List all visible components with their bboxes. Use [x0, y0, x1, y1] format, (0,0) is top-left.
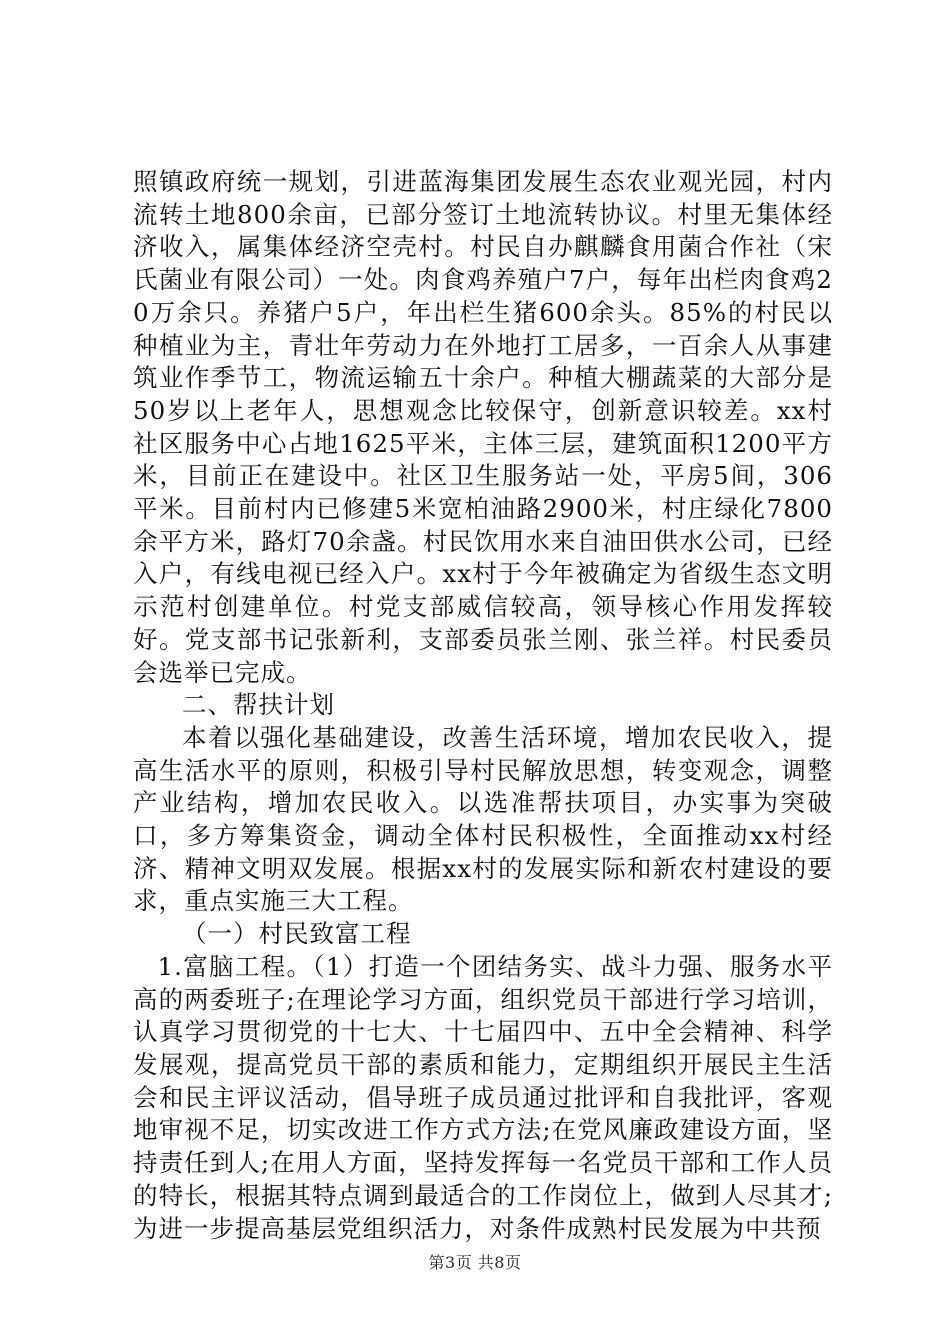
paragraph-village-overview: 照镇政府统一规划，引进蓝海集团发展生态农业观光园，村内流转土地800余亩，已部分签订土地流转协议。村里无集体经济收入，属集体经济空壳村。村民自办麒麟食用菌合作社（宋氏菌业有限公司）一处。肉食鸡养殖户7户，每年出栏肉食鸡20万余只。养猪户5户，年出栏生猪600余头。85%的村民以种植业为主，青壮年劳动力在外地打工居多，一百余人从事建筑业作季节工，物流运输五十余户。种植大棚蔬菜的大部分是50岁以上老年人，思想观念比较保守，创新意识较差。xx村社区服务中心占地1625平米，主体三层，建筑面积1200平方米，目前正在建设中。社区卫生服务站一处，平房5间，306平米。目前村内已修建5米宽柏油路2900米，村庄绿化7800余平方米，路灯70余盏。村民饮用水来自油田供水公司，已经入户，有线电视已经入户。xx村于今年被确定为省级生态文明示范村创建单位。村党支部威信较高，领导核心作用发挥较好。党支部书记张新利，支部委员张兰刚、张兰祥。村民委员会选举已完成。 — [133, 167, 833, 687]
subsection-heading-villager-prosperity: （一）村民致富工程 — [182, 919, 412, 949]
document-body — [133, 166, 833, 1245]
page-footer: 第3页 共8页 — [428, 1253, 522, 1272]
paragraph-plan-principles: 本着以强化基础建设，改善生活环境，增加农民收入，提高生活水平的原则，积极引导村民解放思想，转变观念，调整产业结构，增加农民收入。以选准帮扶项目，办实事为突破口，多方筹集资金，调动全体村民积极性，全面推动xx村经济、精神文明双发展。根据xx村的发展实际和新农村建设的要求，重点实施三大工程。 — [133, 722, 833, 916]
paragraph-brain-enrichment-project: 1.富脑工程。（1）打造一个团结务实、战斗力强、服务水平高的两委班子;在理论学习方面，组织党员干部进行学习培训，认真学习贯彻党的十七大、十七届四中、五中全会精神、科学发展观，提高党员干部的素质和能力，定期组织开展民主生活会和民主评议活动，倡导班子成员通过批评和自我批评，客观地审视不足，切实改进工作方式方法;在党风廉政建设方面，坚持责任到人;在用人方面，坚持发挥每一名党员干部和工作人员的特长，根据其特点调到最适合的工作岗位上，做到人尽其才;为进一步提高基层党组织活力，对条件成熟村民发展为中共预 — [133, 951, 833, 1243]
section-heading-assistance-plan: 二、帮扶计划 — [182, 690, 335, 720]
